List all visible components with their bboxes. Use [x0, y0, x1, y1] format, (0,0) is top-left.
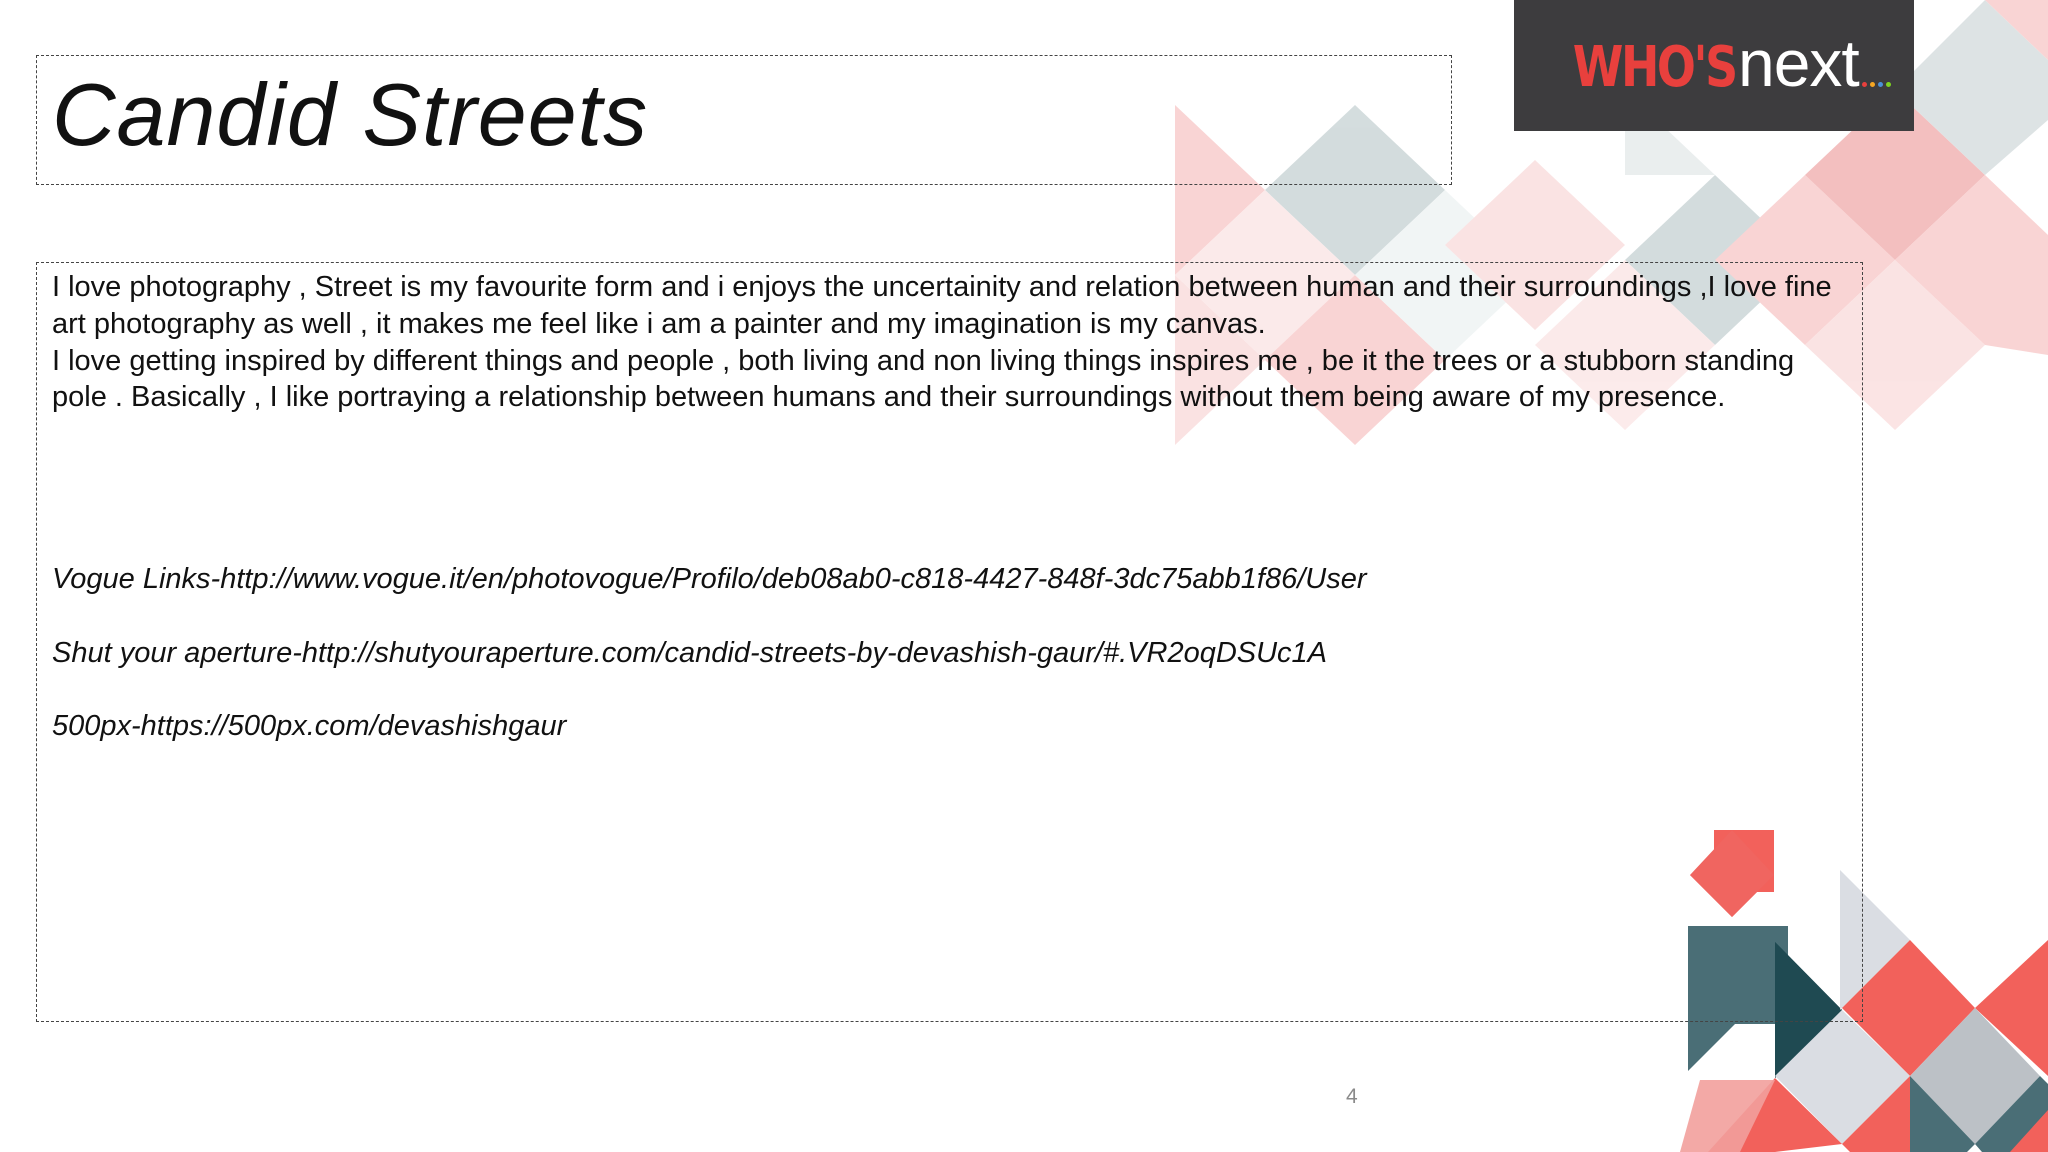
body-text [52, 269, 1850, 416]
logo-wordmark [1537, 25, 1890, 101]
logo-dot [1870, 82, 1875, 87]
paragraph: I love getting inspired by different things and people , both living and non living things inspires me , be it the trees or a stubborn standing pole . Basically , I like portraying a relationship between humans and their surroundings without them being aware of my presence. [52, 344, 1795, 414]
logo-dots [1862, 82, 1891, 87]
logo-who-text: WHO'S [1573, 34, 1736, 100]
500px-link[interactable]: 500px-https://500px.com/devashishgaur [52, 710, 567, 743]
slide-title: Candid Streets [52, 65, 649, 164]
logo-dot [1886, 82, 1891, 87]
logo-next-text: next [1737, 25, 1859, 100]
shutyouraperture-link[interactable]: Shut your aperture-http://shutyouraperture.com/candid-streets-by-devashish-gaur/#.VR2oqDSUc1A [52, 636, 1328, 669]
logo-dot [1862, 82, 1867, 87]
content-placeholder[interactable] [36, 262, 1863, 1022]
title-placeholder[interactable] [36, 55, 1452, 185]
logo-dot [1878, 82, 1883, 87]
link-list [52, 561, 1850, 782]
page-number: 4 [1346, 1085, 1358, 1108]
paragraph: I love photography , Street is my favourite form and i enjoys the uncertainity and relation between human and their surroundings ,I love fine art photography as well , it makes me feel like i am a painter and my imagination is my canvas. [52, 271, 1832, 340]
whos-next-logo [1514, 0, 1914, 131]
vogue-link[interactable]: Vogue Links-http://www.vogue.it/en/photovogue/Profilo/deb08ab0-c818-4427-848f-3dc75abb1f86/User [52, 563, 1367, 595]
